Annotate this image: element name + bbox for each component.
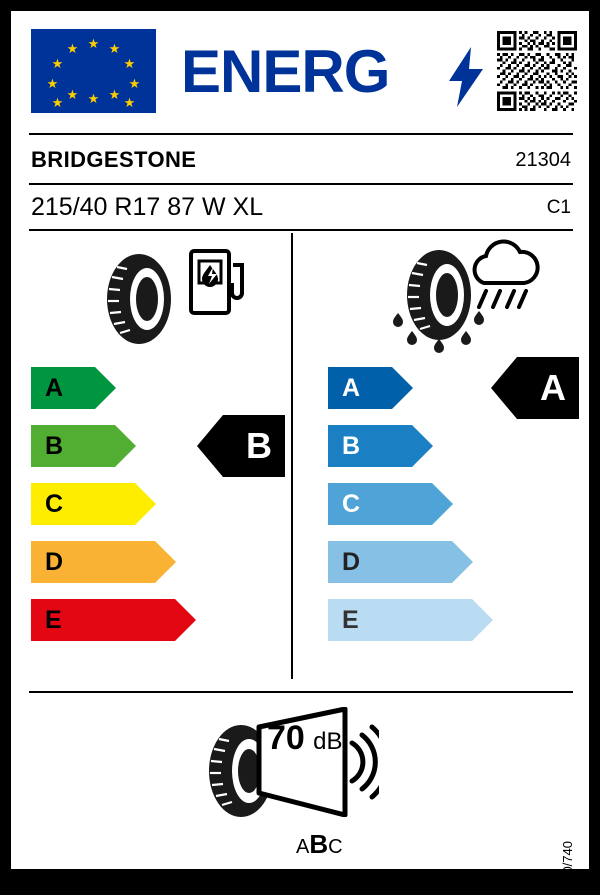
label-header: [11, 11, 591, 131]
grade-letter-e: E: [328, 599, 472, 641]
regulation-code: 2020/740: [560, 841, 575, 895]
grade-letter-a: A: [31, 367, 95, 409]
grade-row: [31, 599, 175, 641]
tyre-icon: [89, 249, 189, 349]
grade-letter-d: D: [31, 541, 155, 583]
fuel-selected-grade: [223, 415, 285, 477]
brand-name: BRIDGESTONE: [31, 147, 197, 172]
noise-class-row: [296, 829, 343, 860]
divider-size: [29, 229, 573, 231]
wet-selected-letter: A: [540, 367, 566, 408]
grade-row: [328, 599, 472, 641]
eu-flag: ★ ★ ★ ★ ★ ★ ★ ★ ★ ★ ★ ★: [31, 29, 156, 113]
grade-letter-a: A: [328, 367, 392, 409]
fuel-efficiency-panel: [21, 239, 301, 679]
grade-letter-b: B: [328, 425, 412, 467]
grade-row: [328, 541, 452, 583]
grade-row: [31, 425, 115, 467]
fuel-pump-icon: [187, 245, 249, 317]
rain-cloud-icon: [464, 239, 544, 325]
noise-panel: [21, 687, 581, 895]
noise-class-a: A: [296, 836, 310, 858]
energy-wordmark: ENERG: [181, 38, 390, 105]
noise-unit: dB: [313, 728, 343, 755]
divider-brand: [29, 183, 573, 185]
grade-letter-b: B: [31, 425, 115, 467]
tyre-class: C1: [546, 197, 571, 218]
noise-class-selected: B: [309, 829, 329, 859]
fuel-selected-letter: B: [246, 425, 272, 466]
grade-letter-d: D: [328, 541, 452, 583]
wet-grip-panel: [304, 239, 584, 679]
tyre-size: 215/40 R17 87 W XL: [31, 193, 264, 221]
product-code: 21304: [515, 149, 571, 171]
grade-row: [31, 541, 155, 583]
qr-code-icon: [497, 31, 577, 111]
grade-row: [31, 483, 135, 525]
grade-row: [328, 425, 412, 467]
noise-class-c: C: [328, 836, 343, 858]
grade-row: [328, 483, 432, 525]
grade-letter-c: C: [328, 483, 432, 525]
grade-row: [31, 367, 95, 409]
noise-value: 70: [267, 719, 305, 757]
grade-letter-e: E: [31, 599, 175, 641]
energy-label-card: [10, 10, 590, 895]
lightning-bolt-icon: [449, 47, 483, 107]
noise-value-group: [267, 719, 343, 758]
grade-letter-c: C: [31, 483, 135, 525]
grade-row: [328, 367, 392, 409]
divider-top: [29, 133, 573, 135]
wet-selected-grade: [517, 357, 579, 419]
